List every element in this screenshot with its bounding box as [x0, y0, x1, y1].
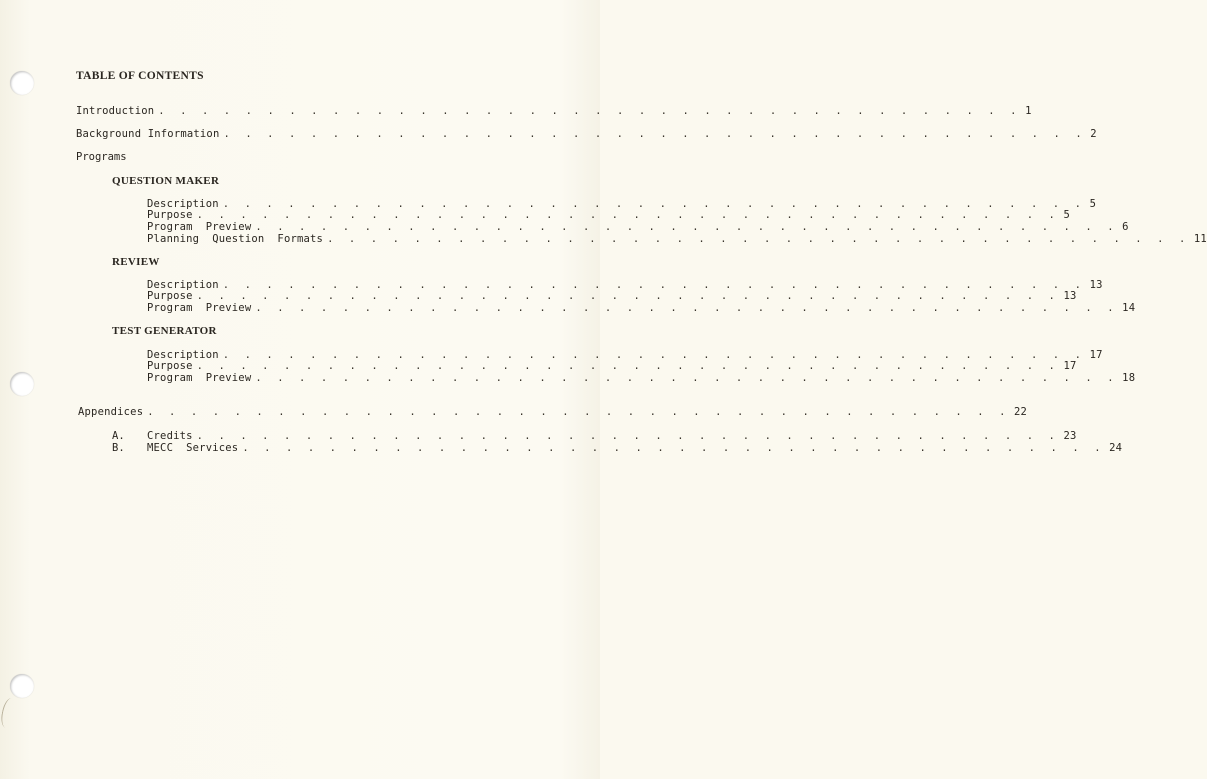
dot-leader: . . . . . . . . . . . . . . . . . . . . . . . . . . . . . . . . . . . . . . . . — [196, 430, 1060, 442]
toc-entry-label: Description — [147, 349, 219, 361]
pencil-mark — [0, 697, 18, 729]
toc-entry-qm-planning-formats — [147, 233, 1207, 245]
toc-entry-label: Introduction — [76, 105, 155, 117]
toc-entry-label: Credits — [147, 430, 193, 442]
toc-entry-page: 2 — [1090, 128, 1097, 140]
toc-entry-introduction — [76, 105, 1032, 117]
appendix-letter-b: B. — [112, 442, 125, 454]
toc-entry-page: 23 — [1063, 430, 1077, 442]
toc-entry-label: Purpose — [147, 209, 193, 221]
toc-entry-mecc-services — [147, 442, 1123, 454]
toc-entry-label: Purpose — [147, 360, 193, 372]
toc-entry-page: 5 — [1089, 198, 1097, 210]
dot-leader: . . . . . . . . . . . . . . . . . . . . . . . . . . . . . . . . . . . . . . . . — [222, 279, 1086, 291]
toc-entry-label: Background Information — [76, 128, 220, 140]
toc-entry-page: 5 — [1063, 209, 1070, 221]
toc-entry-label: Description — [147, 279, 219, 291]
toc-entry-label: Description — [147, 198, 219, 210]
toc-entry-label: Purpose — [147, 290, 193, 302]
binder-hole-middle — [10, 372, 34, 396]
toc-entry-label: Program Preview — [147, 221, 252, 233]
toc-entry-label: MECC Services — [147, 442, 239, 454]
dot-leader: . . . . . . . . . . . . . . . . . . . . . . . . . . . . . . . . . . . . . . . . — [196, 360, 1060, 372]
toc-entry-page: 13 — [1063, 290, 1077, 302]
toc-entry-page: 11 — [1193, 233, 1207, 245]
toc-entry-page: 14 — [1122, 302, 1136, 314]
toc-entry-page: 22 — [1014, 406, 1028, 418]
toc-entry-page: 18 — [1122, 372, 1136, 384]
toc-entry-appendices — [78, 406, 1028, 418]
dot-leader: . . . . . . . . . . . . . . . . . . . . . . . . . . . . . . . . . . . . . . . . — [222, 349, 1086, 361]
dot-leader: . . . . . . . . . . . . . . . . . . . . . . . . . . . . . . . . . . . . . . . . — [242, 442, 1106, 454]
toc-entry-page: 6 — [1122, 221, 1129, 233]
dot-leader: . . . . . . . . . . . . . . . . . . . . . . . . . . . . . . . . . . . . . . . . — [327, 233, 1190, 245]
toc-entry-page: 13 — [1089, 279, 1103, 291]
toc-entry-page: 24 — [1109, 442, 1123, 454]
dot-leader: . . . . . . . . . . . . . . . . . . . . . . . . . . . . . . . . . . . . . . . . — [255, 221, 1119, 233]
dot-leader: . . . . . . . . . . . . . . . . . . . . . . . . . . . . . . . . . . . . . . . . — [255, 302, 1119, 314]
toc-entry-page: 17 — [1063, 360, 1077, 372]
toc-entry-tg-program-preview — [147, 372, 1136, 384]
toc-entry-label: Appendices — [78, 406, 144, 418]
section-heading-question-maker: QUESTION MAKER — [112, 175, 220, 187]
dot-leader: . . . . . . . . . . . . . . . . . . . . . . . . . . . . . . . . . . . . . . . . — [196, 290, 1060, 302]
toc-entry-tg-purpose — [147, 360, 1077, 372]
toc-entry-page: 1 — [1025, 105, 1032, 117]
toc-entry-background — [76, 128, 1097, 140]
toc-entry-qm-program-preview — [147, 221, 1129, 233]
page-title: TABLE OF CONTENTS — [76, 70, 204, 82]
toc-entry-page: 17 — [1089, 349, 1103, 361]
binder-hole-bottom — [10, 674, 34, 698]
binder-hole-top — [10, 71, 34, 95]
toc-entry-label: Program Preview — [147, 302, 252, 314]
toc-section-programs: Programs — [76, 151, 127, 163]
toc-entry-label: Planning Question Formats — [147, 233, 324, 245]
appendix-letter-a: A. — [112, 430, 125, 442]
section-heading-test-generator: TEST GENERATOR — [112, 325, 217, 337]
toc-entry-qm-purpose — [147, 209, 1070, 221]
section-heading-review: REVIEW — [112, 256, 160, 268]
toc-entry-credits — [147, 430, 1077, 442]
dot-leader: . . . . . . . . . . . . . . . . . . . . . . . . . . . . . . . . . . . . . . . . — [158, 105, 1022, 117]
dot-leader: . . . . . . . . . . . . . . . . . . . . . . . . . . . . . . . . . . . . . . . . — [147, 406, 1011, 418]
dot-leader: . . . . . . . . . . . . . . . . . . . . . . . . . . . . . . . . . . . . . . . . — [196, 209, 1060, 221]
toc-entry-label: Program Preview — [147, 372, 252, 384]
toc-entry-review-purpose — [147, 290, 1077, 302]
dot-leader: . . . . . . . . . . . . . . . . . . . . . . . . . . . . . . . . . . . . . . . . — [255, 372, 1119, 384]
dot-leader: . . . . . . . . . . . . . . . . . . . . . . . . . . . . . . . . . . . . . . . . — [223, 128, 1087, 140]
toc-entry-review-program-preview — [147, 302, 1136, 314]
dot-leader: . . . . . . . . . . . . . . . . . . . . . . . . . . . . . . . . . . . . . . . . — [222, 198, 1086, 210]
